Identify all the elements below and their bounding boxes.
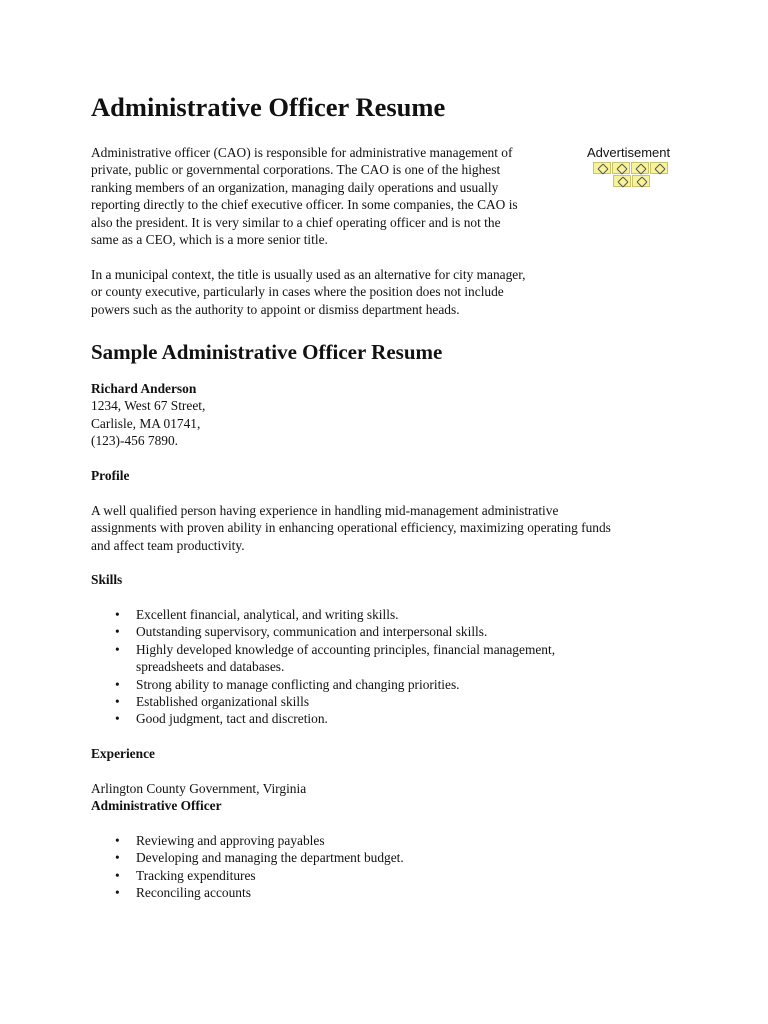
- advertisement-block[interactable]: [587, 145, 687, 161]
- sample-heading: Sample Administrative Officer Resume: [91, 340, 443, 364]
- experience-item: • Developing and managing the department budget.: [136, 849, 636, 866]
- experience-item: • Reviewing and approving payables: [136, 832, 636, 849]
- experience-item: • Tracking expenditures: [136, 867, 636, 884]
- broken-image-icon[interactable]: [593, 162, 611, 174]
- broken-image-icon[interactable]: [631, 162, 649, 174]
- profile-heading: Profile: [91, 468, 130, 483]
- skills-list: [91, 606, 636, 728]
- intro-line: Administrative officer (CAO) is responsible for administrative management of: [91, 145, 513, 160]
- contact-address-2: Carlisle, MA 01741,: [91, 415, 201, 431]
- skill-item: • Strong ability to manage conflicting and changing priorities.: [136, 676, 636, 693]
- broken-image-icon[interactable]: [613, 175, 631, 187]
- intro-paragraph: [91, 144, 581, 248]
- skill-item: • Good judgment, tact and discretion.: [136, 710, 636, 727]
- broken-image-icon[interactable]: [632, 175, 650, 187]
- skill-item: • Highly developed knowledge of accounting principles, financial management,: [136, 641, 636, 658]
- experience-employer-block: [91, 780, 683, 815]
- experience-heading: Experience: [91, 746, 155, 761]
- experience-list: [91, 832, 636, 902]
- profile-line: assignments with proven ability in enhancing operational efficiency, maximizing operating funds: [91, 520, 611, 536]
- intro-line: private, public or governmental corporations. The CAO is one of the highest: [91, 162, 501, 178]
- intro-line: same as a CEO, which is a more senior title.: [91, 232, 328, 248]
- intro-line: also the president. It is very similar to a chief operating officer and is not the: [91, 214, 501, 230]
- contact-phone: (123)-456 7890.: [91, 433, 179, 449]
- profile-line: A well qualified person having experience in handling mid-management administrative: [91, 503, 559, 518]
- municipal-paragraph: [91, 266, 586, 318]
- profile-paragraph: [91, 502, 683, 554]
- advertisement-label: Advertisement: [587, 145, 671, 160]
- page-title: Administrative Officer Resume: [91, 92, 446, 122]
- skill-item: • Outstanding supervisory, communication and interpersonal skills.: [136, 623, 636, 640]
- contact-block: [91, 380, 205, 450]
- broken-image-icon[interactable]: [612, 162, 630, 174]
- experience-employer: Arlington County Government, Virginia: [91, 781, 307, 796]
- experience-item: • Reconciling accounts: [136, 884, 636, 901]
- experience-role: Administrative Officer: [91, 798, 222, 814]
- skill-item: • Excellent financial, analytical, and writing skills.: [136, 606, 636, 623]
- skill-item-continued: spreadsheets and databases.: [136, 659, 285, 675]
- skill-item: • Established organizational skills: [136, 693, 636, 710]
- municipal-line: In a municipal context, the title is usually used as an alternative for city manager,: [91, 267, 526, 282]
- intro-line: ranking members of an organization, managing daily operations and usually: [91, 179, 499, 195]
- advertisement-image-placeholders[interactable]: [593, 162, 673, 188]
- broken-image-icon[interactable]: [650, 162, 668, 174]
- contact-name: Richard Anderson: [91, 381, 197, 396]
- intro-line: reporting directly to the chief executive officer. In some companies, the CAO is: [91, 197, 518, 213]
- profile-line: and affect team productivity.: [91, 537, 245, 553]
- municipal-line: or county executive, particularly in cases where the position does not include: [91, 284, 504, 300]
- skills-heading: Skills: [91, 572, 123, 587]
- contact-address-1: 1234, West 67 Street,: [91, 398, 206, 414]
- municipal-line: powers such as the authority to appoint or dismiss department heads.: [91, 301, 460, 317]
